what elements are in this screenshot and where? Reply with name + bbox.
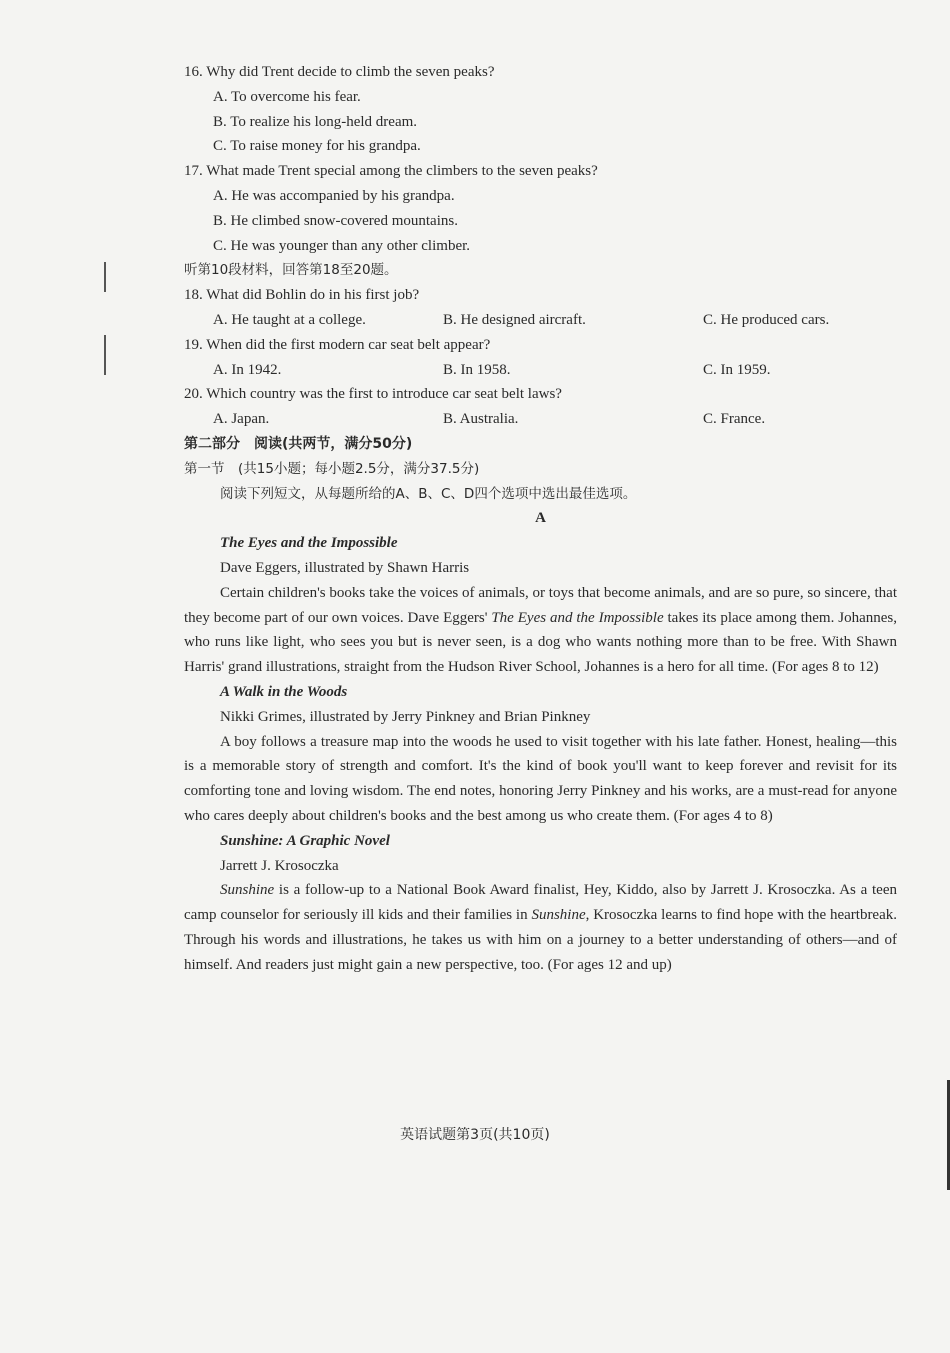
review-italic-title: Sunshine [531, 907, 586, 924]
option: C. France. [703, 411, 766, 428]
book-title: A Walk in the Woods [220, 683, 348, 700]
option: B. In 1958. [443, 361, 511, 378]
book-title: The Eyes and the Impossible [220, 535, 398, 552]
section1-instruction: 阅读下列短文，从每题所给的A、B、C、D四个选项中选出最佳选项。 [220, 485, 637, 502]
option: C. In 1959. [703, 361, 771, 378]
option: B. Australia. [443, 411, 519, 428]
option: A. In 1942. [213, 361, 282, 378]
option: C. He was younger than any other climber. [213, 237, 471, 254]
book-author: Jarrett J. Krosoczka [220, 857, 339, 874]
book-1 [184, 531, 897, 680]
listening-instruction: 听第10段材料，回答第18至20题。 [184, 262, 398, 279]
book-review [184, 878, 897, 977]
question-text: 17. What made Trent special among the climbers to the seven peaks? [184, 163, 598, 180]
question-text: 16. Why did Trent decide to climb the seven peaks? [184, 64, 495, 80]
option: C. To raise money for his grandpa. [213, 138, 421, 155]
exam-page [184, 60, 897, 977]
book-3 [184, 829, 897, 978]
option: A. To overcome his fear. [213, 88, 361, 105]
option: B. He designed aircraft. [443, 311, 586, 328]
question-text: 19. When did the first modern car seat belt appear? [184, 336, 491, 353]
passage-label: A [535, 510, 546, 527]
review-italic-title: Sunshine [220, 882, 275, 899]
review-text: is a follow-up to a National Book Award finalist, Hey, Kiddo, also by Jarrett J. Krosoczka. As a teen camp counselor for seriously ill kids and their families in [184, 882, 897, 924]
question-16 [184, 60, 897, 159]
option: B. To realize his long-held dream. [213, 113, 418, 130]
book-title: Sunshine: A Graphic Novel [220, 832, 390, 849]
review-text: Certain children's books take the voices of animals, or toys that become animals, and are so pure, so sincere, that they become part of our own voices. Dave Eggers' [184, 584, 897, 626]
question-20 [184, 382, 897, 432]
scan-mark [104, 262, 106, 292]
book-author: Dave Eggers, illustrated by Shawn Harris [220, 559, 470, 576]
book-2 [184, 680, 897, 829]
book-author: Nikki Grimes, illustrated by Jerry Pinkney and Brian Pinkney [220, 708, 591, 725]
option: A. Japan. [213, 411, 270, 428]
scan-mark [104, 335, 106, 375]
review-text: takes its place among them. Johannes, who runs like light, who sees you but is never seen, is a dog who wants nothing more than to be free. With Shawn Harris' grand illustrations, straight from the Hudson River School, Johannes is a hero for all time. (For ages 8 to 12) [184, 609, 897, 676]
book-review: A boy follows a treasure map into the woods he used to visit together with his late father. Honest, healing—this is a memorable story of strength and comfort. It's the kind of book you'll want to keep forever and revisit for its comforting tone and loving wisdom. The end notes, honoring Jerry Pinkney and his works, are a must-read for anyone who cares deeply about children's books and the best among us who create them. (For ages 4 to 8) [184, 733, 897, 824]
question-19 [184, 333, 897, 383]
section1-heading: 第一节 (共15小题；每小题2.5分，满分37.5分) [184, 460, 480, 477]
question-17 [184, 159, 897, 258]
page-footer: 英语试题第3页(共10页) [400, 1127, 550, 1143]
question-text: 20. Which country was the first to introduce car seat belt laws? [184, 386, 562, 403]
option: B. He climbed snow-covered mountains. [213, 212, 458, 229]
book-review [184, 581, 897, 680]
option: A. He taught at a college. [213, 311, 366, 328]
review-text: , Krosoczka learns to find hope with the heartbreak. Through his words and illustrations, he takes us with him on a journey to a better understanding of others—and of himself. And readers just might gain a new perspective, too. (For ages 12 and up) [184, 907, 897, 973]
option: A. He was accompanied by his grandpa. [213, 187, 455, 204]
question-text: 18. What did Bohlin do in his first job? [184, 287, 420, 304]
option: C. He produced cars. [703, 311, 830, 328]
question-18 [184, 283, 897, 333]
part2-heading: 第二部分 阅读(共两节，满分50分) [184, 435, 413, 452]
review-italic-title: The Eyes and the Impossible [491, 609, 664, 626]
